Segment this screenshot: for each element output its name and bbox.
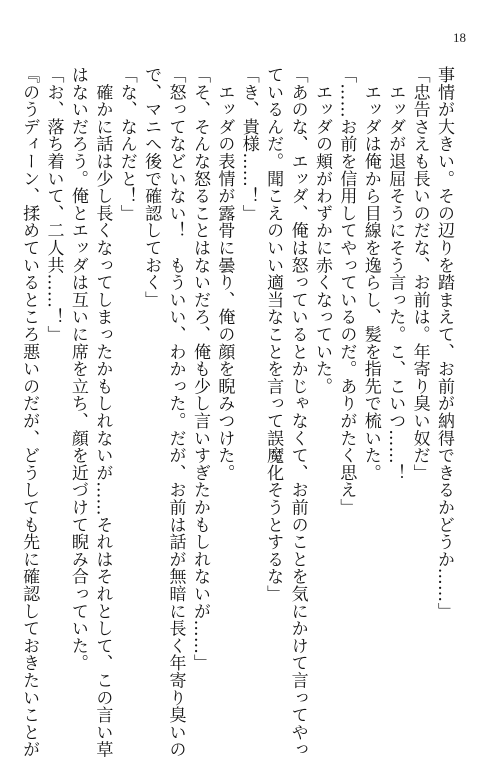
text-line: 「そ、そんな怒ることはないだろ、俺も少し言いすぎたかもしれないが……」 <box>189 66 210 672</box>
text-line: 確かに話は少し長くなってしまったかもしれないが……それはそれとして、この言い草 <box>92 66 113 758</box>
text-line: 「お、落ち着いて、二人共……！」 <box>43 66 64 343</box>
text-line: 「あのな、エッダ、俺は怒っているとかじゃなくて、お前のことを気にかけて言ってやっ <box>287 66 308 758</box>
text-line: ているんだ。聞こえのいい適当なことを言って誤魔化そうとするな」 <box>263 66 284 603</box>
text-line: エッダが退屈そうにそう言った。こ、こいつ……！ <box>385 66 406 482</box>
text-line: エッダの表情が露骨に曇り、俺の顔を睨みつけた。 <box>214 66 235 482</box>
text-line: はないだろう。俺とエッダは互いに席を立ち、顔を近づけて睨み合っていた。 <box>67 66 88 672</box>
page-number: 18 <box>453 30 466 45</box>
text-line: で、マニへ後で確認しておく」 <box>141 66 162 309</box>
text-line: 「な、なんだと！」 <box>116 66 137 222</box>
text-line: 「き、貴様……！」 <box>238 66 259 222</box>
text-line: 事情が大きい。その辺りを踏まえて、お前が納得できるかどうか……」 <box>434 66 454 620</box>
text-line: エッダの頬がわずかに赤くなっていた。 <box>311 66 332 395</box>
text-line: エッダは俺から目線を逸らし、髪を指先で梳いた。 <box>360 66 381 482</box>
text-line: 「忠告さえも長いのだな、お前は。年寄り臭い奴だ」 <box>409 66 430 482</box>
text-line: 「怒ってなどいない！ もういい、わかった。だが、お前は話が無暗に長く年寄り臭いの <box>165 66 186 758</box>
vertical-text-body <box>17 66 456 758</box>
text-line: 「……お前を信用してやっているのだ。ありがたく思え」 <box>336 66 357 516</box>
text-line: 『のうディーン、揉めているところ悪いのだが、どうしても先に確認しておきたいことが <box>19 66 40 758</box>
